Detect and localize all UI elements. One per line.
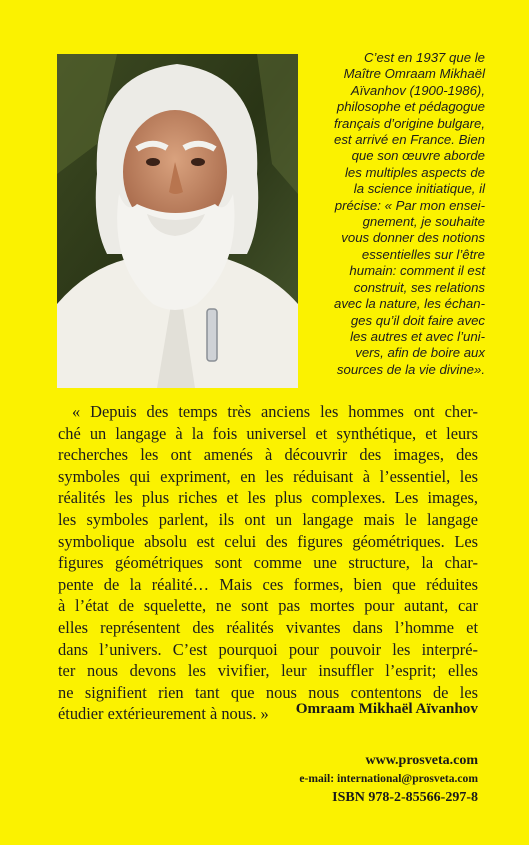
email-address[interactable]: e-mail: international@prosveta.com bbox=[299, 772, 478, 785]
bio-line: est arrivé en France. Bien bbox=[334, 132, 485, 148]
quote-line: figures géométriques sont comme une structure, la char- bbox=[58, 553, 478, 573]
quote-line: symboles qui expriment, en les réduisant à l’essentiel, les bbox=[58, 466, 478, 486]
bio-line: C’est en 1937 que le bbox=[364, 50, 485, 65]
quote-line: réalités les plus riches et les plus complexes. Les images, bbox=[58, 488, 478, 508]
bio-line: les multiples aspects de bbox=[344, 164, 485, 180]
publisher-contact bbox=[299, 751, 478, 808]
quote-line: à l’état de squelette, ne sont pas mortes pour autant, car bbox=[58, 596, 478, 616]
quote-line: étudier extérieurement à nous. » bbox=[58, 704, 269, 724]
bio-line: vers, afin de boire aux bbox=[355, 345, 485, 361]
quote-line: ne signifient rien tant que nous nous contentons de les bbox=[58, 682, 478, 702]
bio-line: français d’origine bulgare, bbox=[333, 115, 485, 131]
main-quote bbox=[58, 401, 478, 725]
isbn-number: ISBN 978-2-85566-297-8 bbox=[332, 790, 478, 805]
quote-line: recherches les ont amenés à découvrir des images, des bbox=[58, 445, 478, 465]
bio-line: ges qu’il doit faire avec bbox=[350, 312, 485, 328]
bio-line: que son œuvre aborde bbox=[351, 148, 485, 164]
bio-line: Maître Omraam Mikhaël bbox=[343, 66, 485, 82]
bio-line: Aïvanhov (1900-1986), bbox=[350, 82, 485, 98]
quote-line: elles représentent des réalités vivantes dans l’homme et bbox=[58, 617, 478, 637]
bio-line: construit, ses relations bbox=[353, 279, 485, 295]
bio-line: vous donner des notions bbox=[341, 230, 485, 246]
website-link[interactable]: www.prosveta.com bbox=[365, 753, 478, 768]
bio-line: sources de la vie divine». bbox=[336, 361, 485, 377]
bio-line: avec la nature, les échan- bbox=[333, 296, 485, 312]
quote-line: symbolique absolu est celui des figures géométriques. Les bbox=[58, 531, 478, 551]
bio-line: humain: comment il est bbox=[349, 263, 485, 279]
author-portrait-photo bbox=[57, 54, 298, 388]
bio-line: précise: « Par mon ensei- bbox=[334, 197, 485, 213]
bio-line: gnement, je souhaite bbox=[362, 214, 485, 230]
bio-line: la science initiatique, il bbox=[353, 181, 485, 197]
quote-line: les symboles parlent, ils ont un langage mais le langage bbox=[58, 509, 478, 529]
quote-line: ter nous devons les vivifier, leur insuffler l’esprit; elles bbox=[58, 661, 478, 681]
quote-author: Omraam Mikhaël Aïvanhov bbox=[295, 700, 478, 717]
author-biography bbox=[300, 50, 485, 378]
quote-line: ché un langage à la fois universel et synthétique, et leurs bbox=[58, 423, 478, 443]
bio-line: essentielles sur l’être bbox=[361, 246, 485, 262]
quote-line: dans l’univers. C’est pourquoi pour pouvoir les interpré- bbox=[58, 639, 478, 659]
bio-line: les autres et avec l’uni- bbox=[350, 328, 485, 344]
quote-line: « Depuis des temps très anciens les hommes ont cher- bbox=[72, 402, 478, 421]
quote-line: pente de la réalité… Mais ces formes, bien que réduites bbox=[58, 574, 478, 594]
bio-line: philosophe et pédagogue bbox=[336, 99, 485, 115]
portrait-illustration bbox=[57, 54, 298, 388]
